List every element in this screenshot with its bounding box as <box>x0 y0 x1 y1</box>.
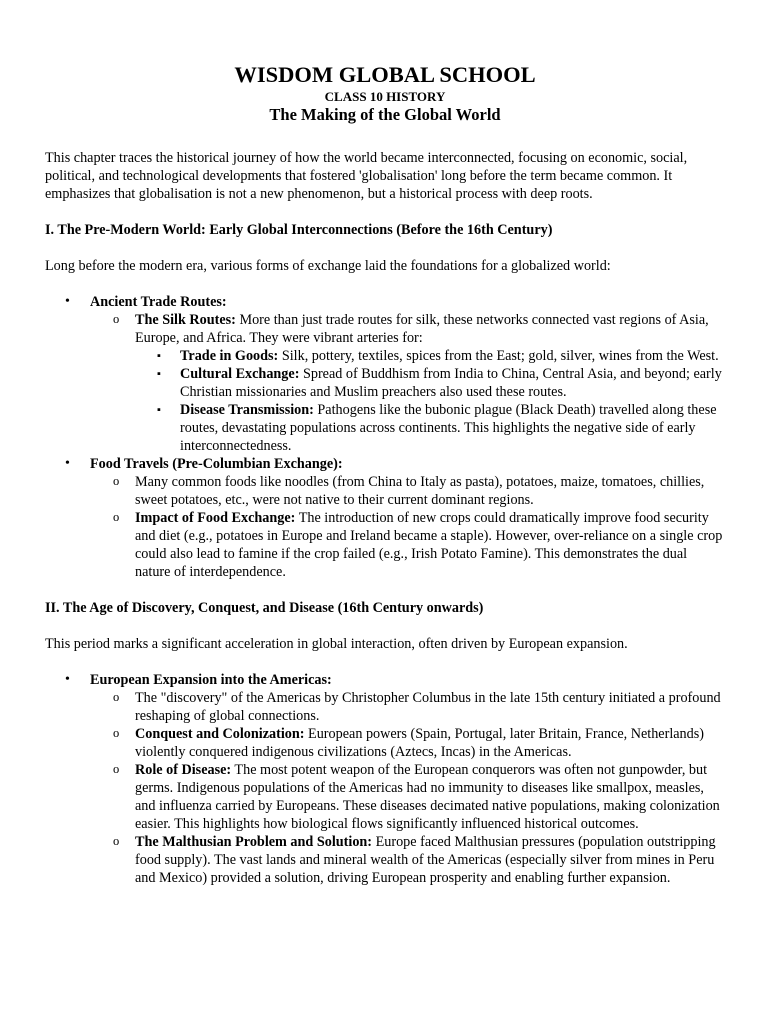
circle-bullet-icon: o <box>113 510 120 524</box>
list-item <box>45 293 725 455</box>
sub-list <box>90 311 725 455</box>
circle-bullet-icon: o <box>113 474 120 488</box>
chapter-title: The Making of the Global World <box>269 105 501 124</box>
item-label: European Expansion into the Americas: <box>90 672 332 688</box>
item-label: Impact of Food Exchange: <box>135 510 296 526</box>
list-item <box>90 311 725 455</box>
circle-bullet-icon: o <box>113 726 120 740</box>
item-label: Ancient Trade Routes: <box>90 294 227 310</box>
square-bullet-icon: ▪ <box>157 350 161 362</box>
item-label: Disease Transmission: <box>180 402 314 418</box>
circle-bullet-icon: o <box>113 834 120 848</box>
item-text: The most potent weapon of the European conquerors was often not gunpowder, but germs. Indigenous populations of the Americas had no immunity to diseases like smallpox, measles, and influenza carried by Europeans. These diseases decimated native populations, making colonization easier. This highlights how biological flows significantly influenced historical outcomes. <box>135 762 720 832</box>
intro-paragraph: This chapter traces the historical journey of how the world became interconnected, focusing on economic, social, political, and technological developments that fostered 'globalisation' long before the term became common. It emphasizes that globalisation is not a new phenomenon, but a historical process with deep roots. <box>45 150 688 202</box>
section-1-lead: Long before the modern era, various forms of exchange laid the foundations for a globalized world: <box>45 258 611 274</box>
list-item <box>90 689 725 725</box>
section-2-lead: This period marks a significant acceleration in global interaction, often driven by European expansion. <box>45 636 628 652</box>
document-page <box>45 62 725 887</box>
bullet-icon: • <box>65 294 70 309</box>
item-text: More than just trade routes for silk, these networks connected vast regions of Asia, Europe, and Africa. They were vibrant arteries for: <box>135 312 709 346</box>
list-item <box>45 455 725 581</box>
section-1-list <box>45 293 725 581</box>
section-2-list <box>45 671 725 887</box>
school-title: WISDOM GLOBAL SCHOOL <box>234 62 536 87</box>
circle-bullet-icon: o <box>113 762 120 776</box>
item-text: Many common foods like noodles (from China to Italy as pasta), potatoes, maize, tomatoes, chillies, sweet potatoes, etc., were not native to their current dominant regions. <box>135 474 705 508</box>
item-label: Trade in Goods: <box>180 348 279 364</box>
square-bullet-icon: ▪ <box>157 368 161 380</box>
item-label: The Malthusian Problem and Solution: <box>135 834 373 850</box>
item-text: Pathogens like the bubonic plague (Black Death) travelled along these routes, devastating populations across continents. This highlights the negative side of early interconnectedness. <box>180 402 717 454</box>
list-item <box>135 365 725 401</box>
list-item <box>45 671 725 887</box>
item-text: Europe faced Malthusian pressures (population outstripping food supply). The vast lands and mineral wealth of the Americas (especially silver from mines in Peru and Mexico) provided a solution, driving European prosperity and enabling further expansion. <box>135 834 716 886</box>
item-text: Spread of Buddhism from India to China, Central Asia, and beyond; early Christian missionaries and Muslim preachers also used these routes. <box>180 366 722 400</box>
item-text: European powers (Spain, Portugal, later Britain, France, Netherlands) violently conquered indigenous civilizations (Aztecs, Incas) in the Americas. <box>135 726 704 760</box>
square-bullet-icon: ▪ <box>157 404 161 416</box>
section-1-heading: I. The Pre-Modern World: Early Global Interconnections (Before the 16th Century) <box>45 222 553 238</box>
list-item <box>90 725 725 761</box>
item-text: The introduction of new crops could dramatically improve food security and diet (e.g., potatoes in Europe and Ireland became a staple). However, over-reliance on a single crop could also lead to famine if the crop failed (e.g., Irish Potato Famine). This demonstrates the dual nature of interdependence. <box>135 510 723 580</box>
list-item <box>90 833 725 887</box>
item-label: Conquest and Colonization: <box>135 726 305 742</box>
item-text: Silk, pottery, textiles, spices from the East; gold, silver, wines from the West. <box>278 348 719 364</box>
list-item <box>135 401 725 455</box>
item-label: The Silk Routes: <box>135 312 236 328</box>
bullet-icon: • <box>65 672 70 687</box>
sub-list <box>90 473 725 581</box>
bullet-icon: • <box>65 456 70 471</box>
list-item <box>90 473 725 509</box>
sub-sub-list <box>135 347 725 455</box>
item-label: Role of Disease: <box>135 762 232 778</box>
circle-bullet-icon: o <box>113 312 120 326</box>
list-item <box>90 761 725 833</box>
item-label: Cultural Exchange: <box>180 366 300 382</box>
circle-bullet-icon: o <box>113 690 120 704</box>
sub-list <box>90 689 725 887</box>
list-item <box>90 509 725 581</box>
section-2-heading: II. The Age of Discovery, Conquest, and Disease (16th Century onwards) <box>45 600 484 616</box>
class-subject: CLASS 10 HISTORY <box>324 89 446 104</box>
list-item <box>135 347 725 365</box>
item-label: Food Travels (Pre-Columbian Exchange): <box>90 456 343 472</box>
item-text: The "discovery" of the Americas by Christopher Columbus in the late 15th century initiated a profound reshaping of global connections. <box>135 690 721 724</box>
